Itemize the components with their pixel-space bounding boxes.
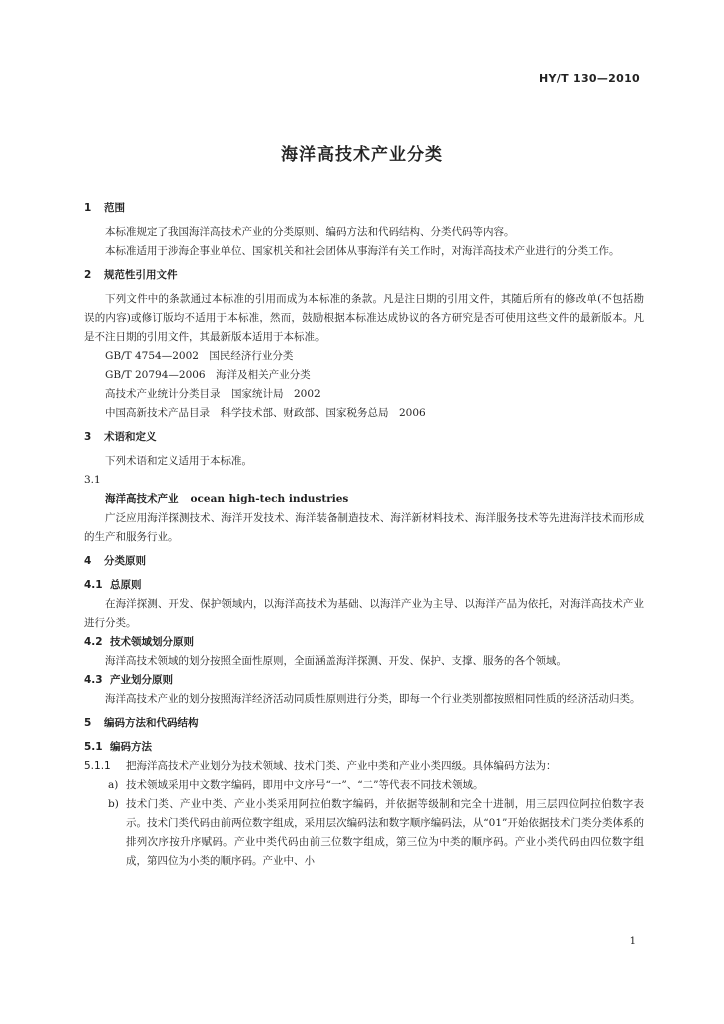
section-heading-3 bbox=[84, 428, 644, 447]
clause-number: 5.1.1 bbox=[84, 760, 111, 772]
subsection-heading-5-1 bbox=[84, 738, 644, 757]
section-title: 术语和定义 bbox=[104, 431, 157, 443]
reference-item: GB/T 20794—2006 海洋及相关产业分类 bbox=[105, 369, 311, 381]
term-english: ocean high-tech industries bbox=[190, 493, 349, 505]
subsection-number: 4.3 bbox=[84, 674, 103, 686]
subsection-heading-4-3 bbox=[84, 671, 644, 690]
section-number: 5 bbox=[84, 717, 92, 729]
reference-item: GB/T 4754—2002 国民经济行业分类 bbox=[105, 350, 294, 362]
subsection-heading-4-1 bbox=[84, 576, 644, 595]
term-chinese: 海洋高技术产业 bbox=[105, 493, 179, 505]
standard-number: HY/T 130—2010 bbox=[539, 72, 640, 85]
paragraph: 海洋高技术产业的划分按照海洋经济活动同质性原则进行分类，即每一个行业类别都按照相同性质的经济活动归类。 bbox=[105, 693, 641, 705]
term-number: 3.1 bbox=[84, 474, 101, 486]
list-marker: a) bbox=[108, 779, 119, 791]
section-heading-4 bbox=[84, 552, 644, 571]
paragraph: 本标准规定了我国海洋高技术产业的分类原则、编码方法和代码结构、分类代码等内容。 bbox=[105, 226, 515, 238]
subsection-title: 技术领域划分原则 bbox=[110, 636, 194, 648]
section-number: 3 bbox=[84, 431, 92, 443]
section-heading-1 bbox=[84, 199, 644, 218]
subsection-heading-4-2 bbox=[84, 633, 644, 652]
list-marker: b) bbox=[108, 798, 119, 810]
term-definition: 广泛应用海洋探测技术、海洋开发技术、海洋装备制造技术、海洋新材料技术、海洋服务技术等先进海洋技术而形成的生产和服务行业。 bbox=[84, 512, 644, 543]
document-body bbox=[84, 194, 644, 871]
paragraph: 在海洋探测、开发、保护领域内，以海洋高技术为基础、以海洋产业为主导、以海洋产品为依托，对海洋高技术产业进行分类。 bbox=[84, 598, 644, 629]
paragraph: 下列文件中的条款通过本标准的引用而成为本标准的条款。凡是注日期的引用文件，其随后所有的修改单(不包括勘误的内容)或修订版均不适用于本标准，然而，鼓励根据本标准达成协议的各方研究是否可使用这些文件的最新版本。凡是不注日期的引用文件，其最新版本适用于本标准。 bbox=[84, 293, 644, 343]
section-title: 范围 bbox=[104, 202, 125, 214]
section-number: 2 bbox=[84, 269, 92, 281]
section-title: 分类原则 bbox=[104, 555, 146, 567]
subsection-number: 4.1 bbox=[84, 579, 103, 591]
subsection-number: 4.2 bbox=[84, 636, 103, 648]
subsection-number: 5.1 bbox=[84, 741, 103, 753]
paragraph: 海洋高技术领域的划分按照全面性原则，全面涵盖海洋探测、开发、保护、支撑、服务的各个领域。 bbox=[105, 655, 567, 667]
list-item bbox=[84, 795, 644, 871]
paragraph: 下列术语和定义适用于本标准。 bbox=[105, 455, 252, 467]
paragraph: 本标准适用于涉海企事业单位、国家机关和社会团体从事海洋有关工作时，对海洋高技术产业进行的分类工作。 bbox=[105, 245, 620, 257]
page-number: 1 bbox=[629, 936, 636, 947]
list-item bbox=[84, 776, 644, 795]
section-heading-2 bbox=[84, 266, 644, 285]
term-entry bbox=[84, 490, 644, 509]
clause-5-1-1 bbox=[84, 757, 644, 776]
subsection-title: 编码方法 bbox=[110, 741, 152, 753]
section-title: 编码方法和代码结构 bbox=[104, 717, 199, 729]
section-heading-5 bbox=[84, 714, 644, 733]
section-number: 1 bbox=[84, 202, 92, 214]
section-number: 4 bbox=[84, 555, 92, 567]
list-item-text: 技术门类、产业中类、产业小类采用阿拉伯数字编码，并依据等级制和完全十进制，用三层四位阿拉伯数字表示。技术门类代码由前两位数字组成，采用层次编码法和数字顺序编码法，从“01”开始依据技术门类分类体系的排列次序按升序赋码。产业中类代码由前三位数字组成，第三位为中类的顺序码。产业小类代码由四位数字组成，第四位为小类的顺序码。产业中、小 bbox=[126, 798, 644, 867]
list-item-text: 技术领域采用中文数字编码，即用中文序号“一”、“二”等代表不同技术领域。 bbox=[126, 779, 484, 791]
subsection-title: 产业划分原则 bbox=[110, 674, 173, 686]
subsection-title: 总原则 bbox=[110, 579, 142, 591]
reference-item: 高技术产业统计分类目录 国家统计局 2002 bbox=[105, 388, 321, 400]
section-title: 规范性引用文件 bbox=[104, 269, 178, 281]
clause-text: 把海洋高技术产业划分为技术领域、技术门类、产业中类和产业小类四级。具体编码方法为： bbox=[126, 760, 557, 772]
document-title: 海洋高技术产业分类 bbox=[281, 145, 443, 165]
reference-item: 中国高新技术产品目录 科学技术部、财政部、国家税务总局 2006 bbox=[105, 407, 426, 419]
